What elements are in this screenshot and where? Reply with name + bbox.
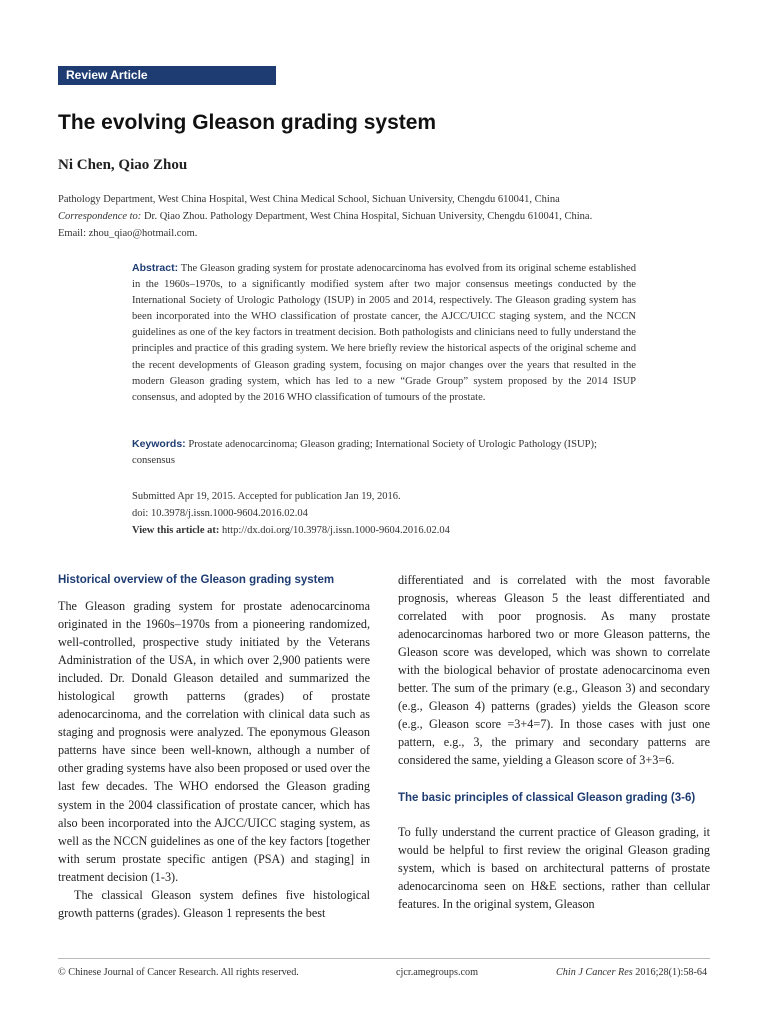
- submission-dates: Submitted Apr 19, 2015. Accepted for publication Jan 19, 2016.: [132, 491, 401, 502]
- journal-abbrev: Chin J Cancer Res: [556, 967, 633, 978]
- view-article-label: View this article at:: [132, 525, 220, 536]
- footer-divider: [58, 958, 710, 959]
- email: Email: zhou_qiao@hotmail.com.: [58, 228, 198, 239]
- affiliation: Pathology Department, West China Hospital, West China Medical School, Sichuan University, Chengdu 610041, China: [58, 194, 560, 205]
- keywords: [132, 436, 636, 469]
- paragraph: To fully understand the current practice of Gleason grading, it would be helpful to first review the original Gleason grading system, which is based on architectural patterns of prostate adenocarcinoma seen on H&E sections, rather than cellular features. In the original system, Gleason: [398, 824, 710, 911]
- correspondence: [58, 210, 718, 223]
- footer-website[interactable]: cjcr.amegroups.com: [396, 967, 479, 978]
- paragraph: The classical Gleason system defines five histological growth patterns (grades). Gleason 1 represents the best: [58, 887, 370, 920]
- authors: Ni Chen, Qiao Zhou: [58, 157, 188, 173]
- footer-copyright: © Chinese Journal of Cancer Research. All rights reserved.: [58, 967, 299, 978]
- abstract-label: Abstract:: [132, 262, 179, 274]
- article-type-badge: Review Article: [58, 66, 276, 85]
- correspondence-text: Dr. Qiao Zhou. Pathology Department, West China Hospital, Sichuan University, Chengdu 610041, China.: [141, 211, 593, 222]
- keywords-label: Keywords:: [132, 438, 186, 450]
- right-column-body-2: [398, 823, 710, 913]
- section-heading-history: Historical overview of the Gleason grading system: [58, 574, 335, 586]
- footer-citation: [556, 966, 707, 979]
- abstract: [132, 260, 636, 406]
- paragraph: The Gleason grading system for prostate adenocarcinoma originated in the 1960s–1970s from a pioneering randomized, well-controlled, prospective study initiated by the Veterans Administration of the USA, in which over 2,900 patients were included. Dr. Donald Gleason detailed and summarized the histological growth patterns (grades) of prostate adenocarcinoma, and the correlation with clinical data such as staging and prognosis were analyzed. The eponymous Gleason patterns have since been well-known, although a number of other grading systems have also been proposed or used over the last few decades. The WHO endorsed the Gleason grading system in the 2004 classification of prostate cancer, which has also been incorporated into the AJCC/UICC staging system, as well as the NCCN guidelines as one of the key factors [together with serum prostate specific antigen (PSA) and staging] in treatment decision (1-3).: [58, 599, 370, 884]
- left-column-body: [58, 597, 370, 922]
- paragraph: differentiated and is correlated with the most favorable prognosis, whereas Gleason 5 the least differentiated and correlated with poor prognosis. As many prostate adenocarcinomas harbored two or more Gleason patterns, the Gleason score was developed, which was shown to correlate with the biological behavior of prostate adenocarcinoma even better. The sum of the primary (e.g., Gleason 3) and secondary (e.g., Gleason 4) patterns (grades) yields the Gleason score (e.g., Gleason score =3+4=7). In those cases with just one pattern, e.g., 3, the primary and secondary patterns are considered the same, yielding a Gleason score of 3+3=6.: [398, 573, 710, 768]
- abstract-text: The Gleason grading system for prostate adenocarcinoma has evolved from its original scheme established in the 1960s–1970s, to a significantly modified system after two major consensus meetings conducted by the International Society of Urologic Pathology (ISUP) in 2005 and 2014, respectively. The Gleason grading system has been incorporated into the WHO classification of prostate cancer, the AJCC/UICC staging system, and the NCCN guidelines as one of the key factors in treatment decision. Both pathologists and clinicians need to fully understand the principles and practice of this grading system. We here briefly review the historical aspects of the original scheme and the recent developments of Gleason grading system, focusing on major changes over the years that resulted in the modern Gleason grading system, which has led to a new “Grade Group” system proposed by the 2014 ISUP consensus, and adopted by the 2016 WHO classification of tumours of the prostate.: [132, 263, 636, 403]
- right-column: [398, 571, 710, 913]
- doi: doi: 10.3978/j.issn.1000-9604.2016.02.04: [132, 508, 308, 519]
- right-column-body: [398, 571, 710, 770]
- left-column: [58, 571, 370, 922]
- view-article-url[interactable]: http://dx.doi.org/10.3978/j.issn.1000-9604.2016.02.04: [219, 525, 450, 536]
- section-heading-principles: The basic principles of classical Gleason grading (3-6): [398, 791, 696, 804]
- view-article: [132, 524, 636, 537]
- correspondence-label: Correspondence to:: [58, 211, 142, 222]
- citation-details: 2016;28(1):58-64: [632, 967, 708, 978]
- article-title: The evolving Gleason grading system: [58, 111, 437, 134]
- keywords-text: Prostate adenocarcinoma; Gleason grading; International Society of Urologic Pathology (ISUP); consensus: [132, 439, 597, 467]
